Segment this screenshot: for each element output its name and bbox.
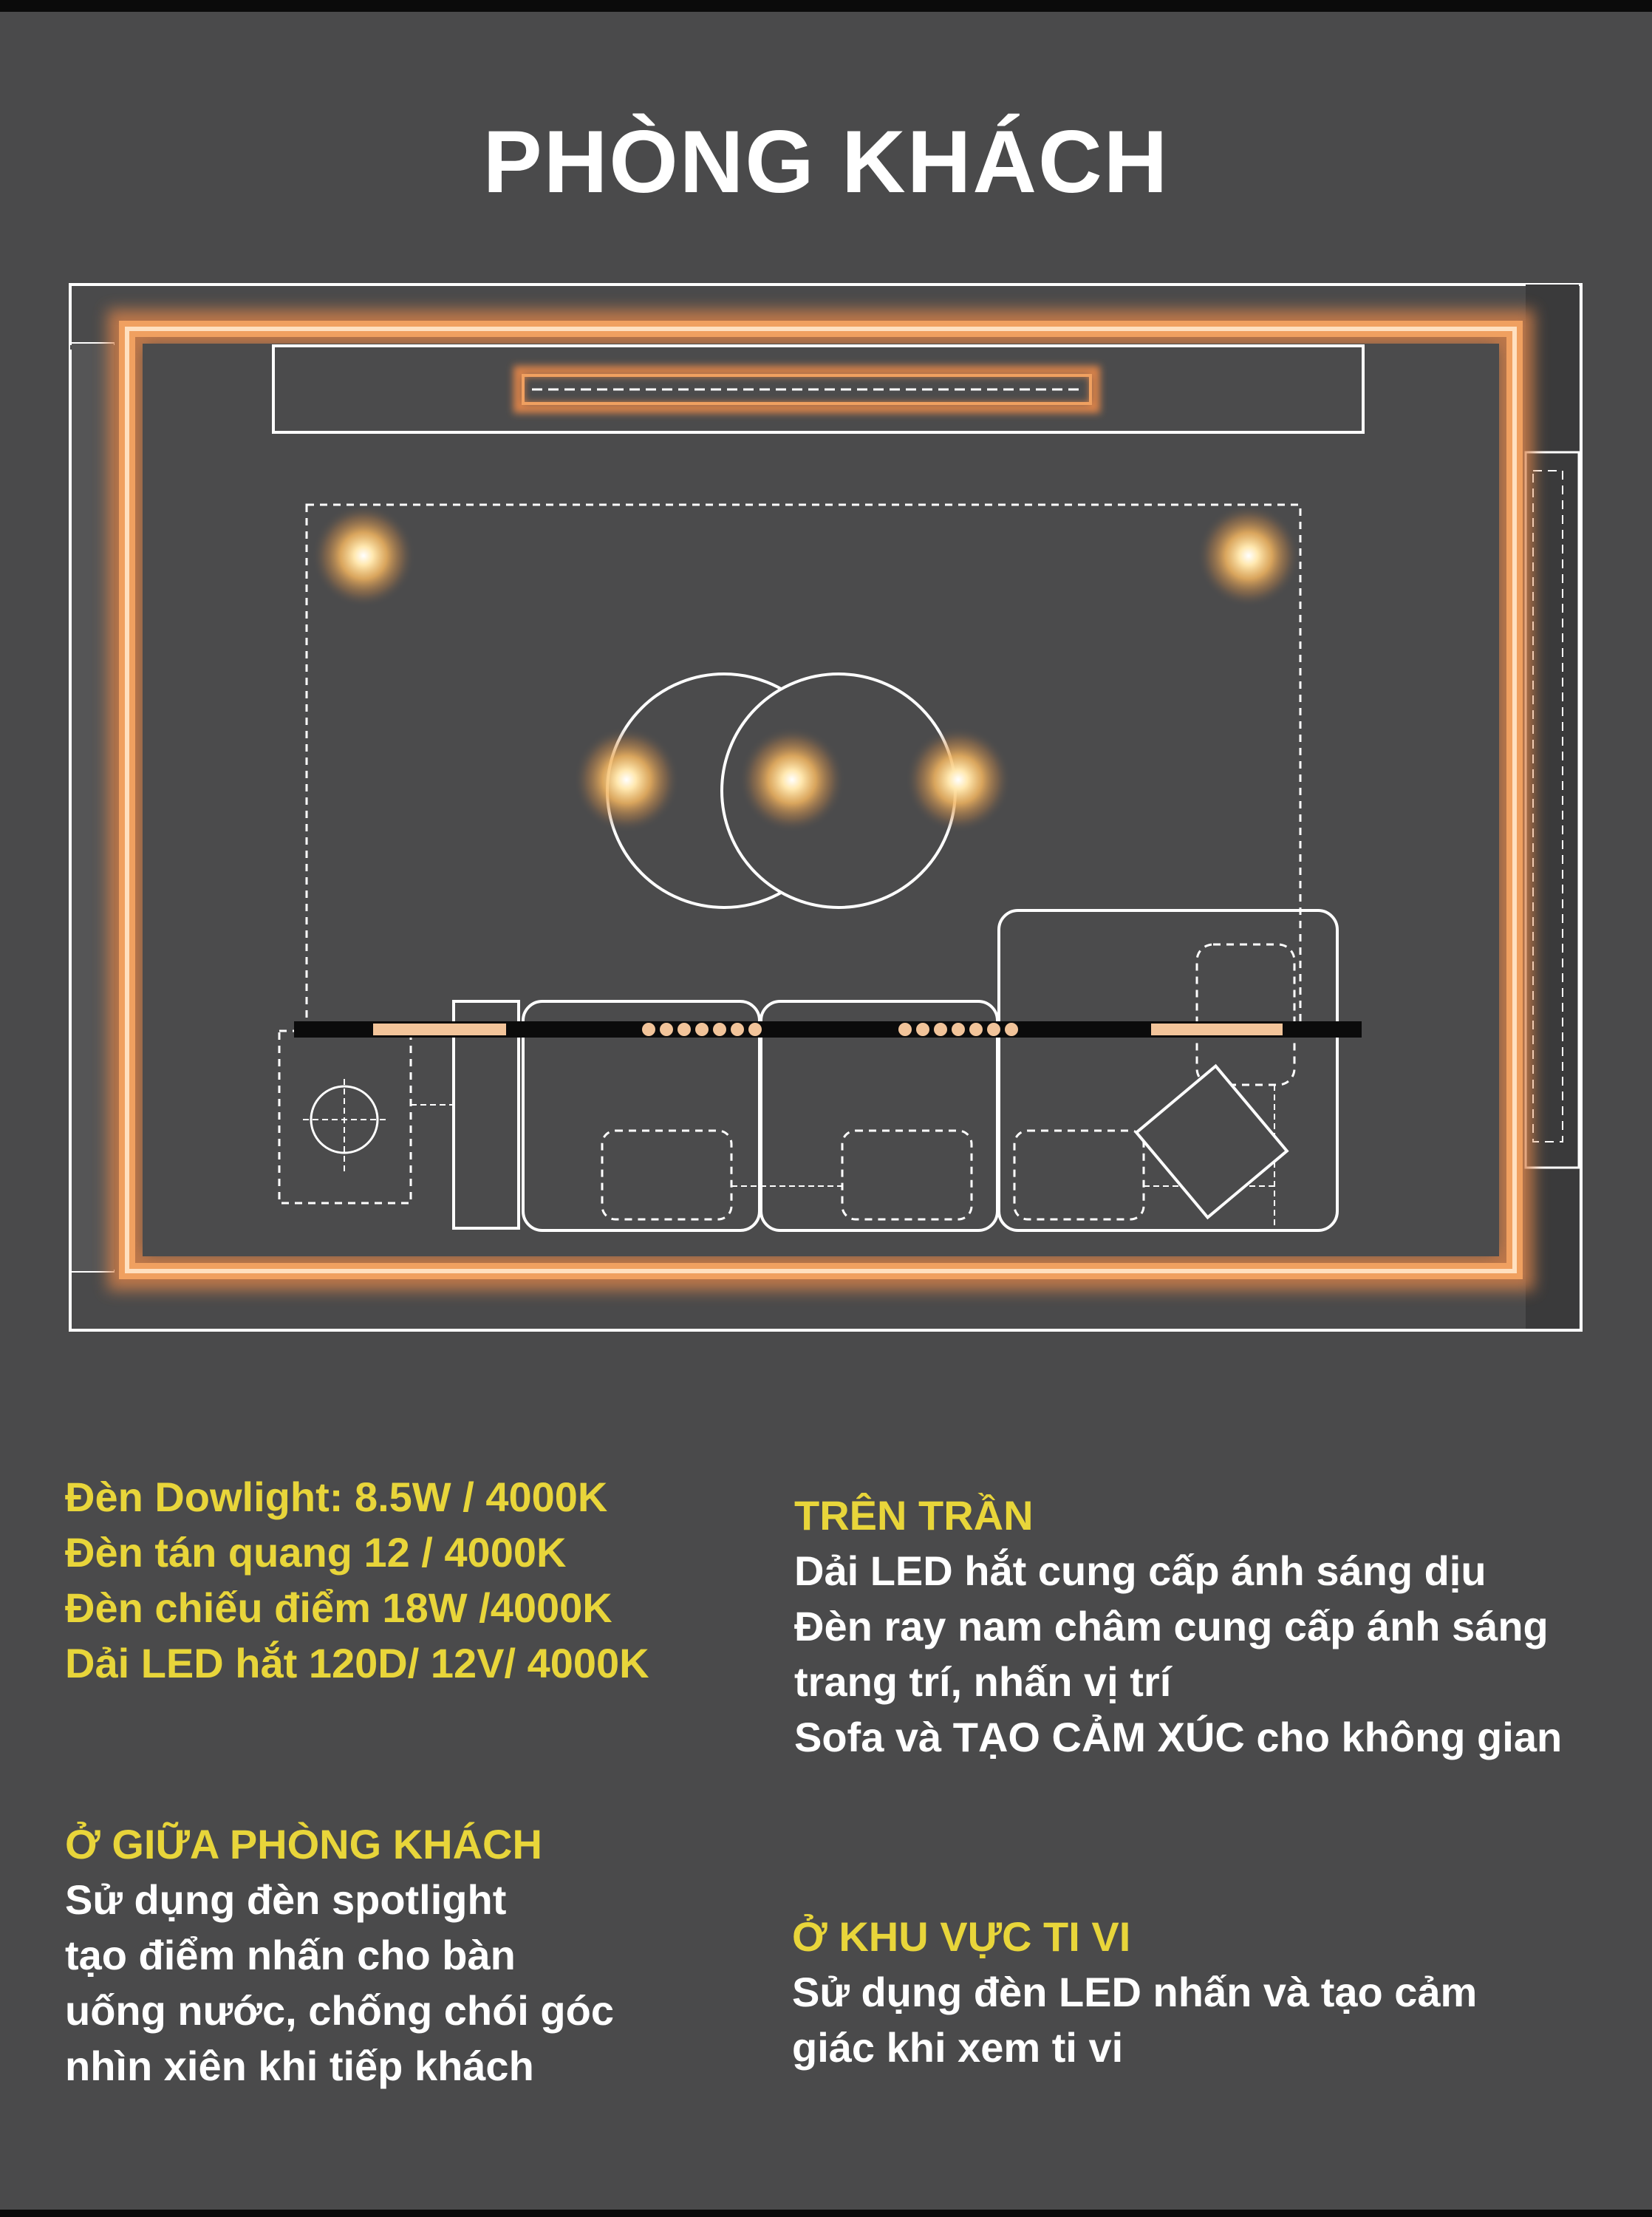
spec-downlight: Đèn Dowlight: 8.5W / 4000K — [65, 1474, 608, 1520]
center-heading: Ở GIỮA PHÒNG KHÁCH — [65, 1821, 542, 1867]
spotlight-left — [573, 726, 680, 833]
downlight-top-left — [312, 504, 415, 607]
spotlight-right — [905, 726, 1011, 833]
center-line-2: tạo điểm nhấn cho bàn — [65, 1932, 516, 1978]
left-strip — [72, 344, 114, 1271]
specs-list — [65, 1469, 649, 1691]
ceiling-line-3: trang trí, nhấn vị trí — [794, 1658, 1172, 1705]
ceiling-line-4: Sofa và TẠO CẢM XÚC cho không gian — [794, 1714, 1563, 1760]
center-section — [65, 1816, 614, 2094]
track-linear-light-right — [1151, 1024, 1283, 1035]
bottom-border — [0, 2210, 1652, 2217]
page-title: PHÒNG KHÁCH — [482, 112, 1170, 211]
tv-line-2: giác khi xem ti vi — [792, 2024, 1124, 2071]
spec-panel-light: Đèn tán quang 12 / 4000K — [65, 1529, 567, 1576]
ceiling-line-1: Dải LED hắt cung cấp ánh sáng dịu — [794, 1547, 1487, 1594]
center-line-1: Sử dụng đèn spotlight — [65, 1876, 507, 1923]
ceiling-line-2: Đèn ray nam châm cung cấp ánh sáng — [794, 1603, 1549, 1649]
ceiling-section — [794, 1488, 1562, 1765]
magnetic-track-light — [294, 1021, 1362, 1038]
center-line-3: uống nước, chống chói góc — [65, 1987, 614, 2034]
tv-heading: Ở KHU VỰC TI VI — [792, 1913, 1131, 1960]
downlight-top-right — [1197, 504, 1300, 607]
spec-spotlight: Đèn chiếu điểm 18W /4000K — [65, 1584, 612, 1631]
spec-led-strip: Dải LED hắt 120D/ 12V/ 4000K — [65, 1640, 649, 1686]
track-linear-light-left — [373, 1024, 506, 1035]
center-line-4: nhìn xiên khi tiếp khách — [65, 2043, 534, 2089]
ceiling-heading: TRÊN TRẦN — [794, 1492, 1034, 1539]
tv-section — [792, 1909, 1477, 2075]
tv-line-1: Sử dụng đèn LED nhấn và tạo cảm — [792, 1969, 1478, 2015]
spotlight-center — [739, 726, 845, 833]
